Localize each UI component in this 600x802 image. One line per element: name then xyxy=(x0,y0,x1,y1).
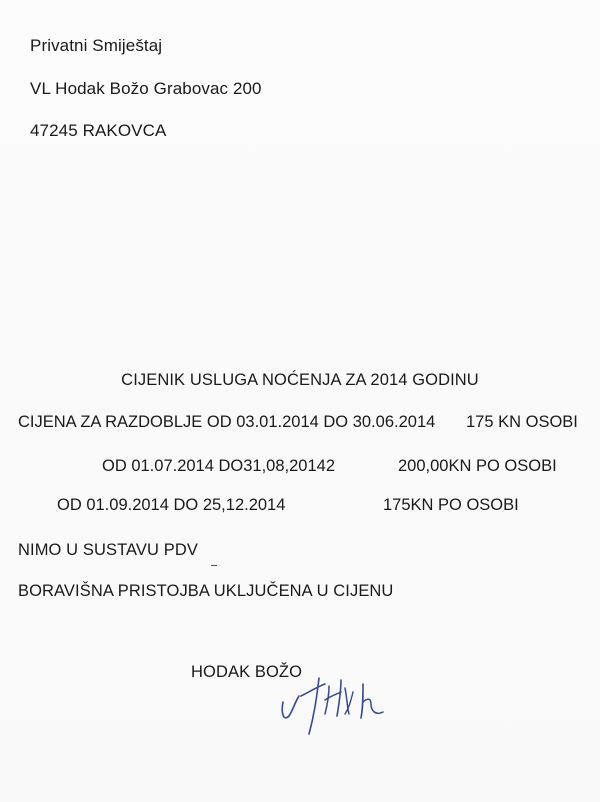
price-row-1-price: 175 KN OSOBI xyxy=(466,413,578,431)
pricelist-title: CIJENIK USLUGA NOĆENJA ZA 2014 GODINU xyxy=(121,371,479,389)
tourist-tax-note: BORAVIŠNA PRISTOJBA UKLJUČENA U CIJENU xyxy=(18,582,394,600)
sender-owner-address: VL Hodak Božo Grabovac 200 xyxy=(30,79,262,98)
sender-postal-city: 47245 RAKOVCA xyxy=(30,121,167,140)
stray-mark xyxy=(211,565,217,566)
price-row-3-price: 175KN PO OSOBI xyxy=(383,496,519,514)
price-row-3-label: OD 01.09.2014 DO 25,12.2014 xyxy=(57,496,286,514)
handwritten-signature xyxy=(275,656,405,741)
vat-note: NIMO U SUSTAVU PDV xyxy=(18,541,198,559)
signatory-name: HODAK BOŽO xyxy=(191,663,303,681)
price-row-2-label: OD 01.07.2014 DO31,08,20142 xyxy=(102,457,336,475)
price-row-1-label: CIJENA ZA RAZDOBLJE OD 03.01.2014 DO 30.06.2014 xyxy=(18,413,436,431)
price-row-2-price: 200,00KN PO OSOBI xyxy=(398,457,557,475)
sender-name: Privatni Smiještaj xyxy=(30,36,163,55)
